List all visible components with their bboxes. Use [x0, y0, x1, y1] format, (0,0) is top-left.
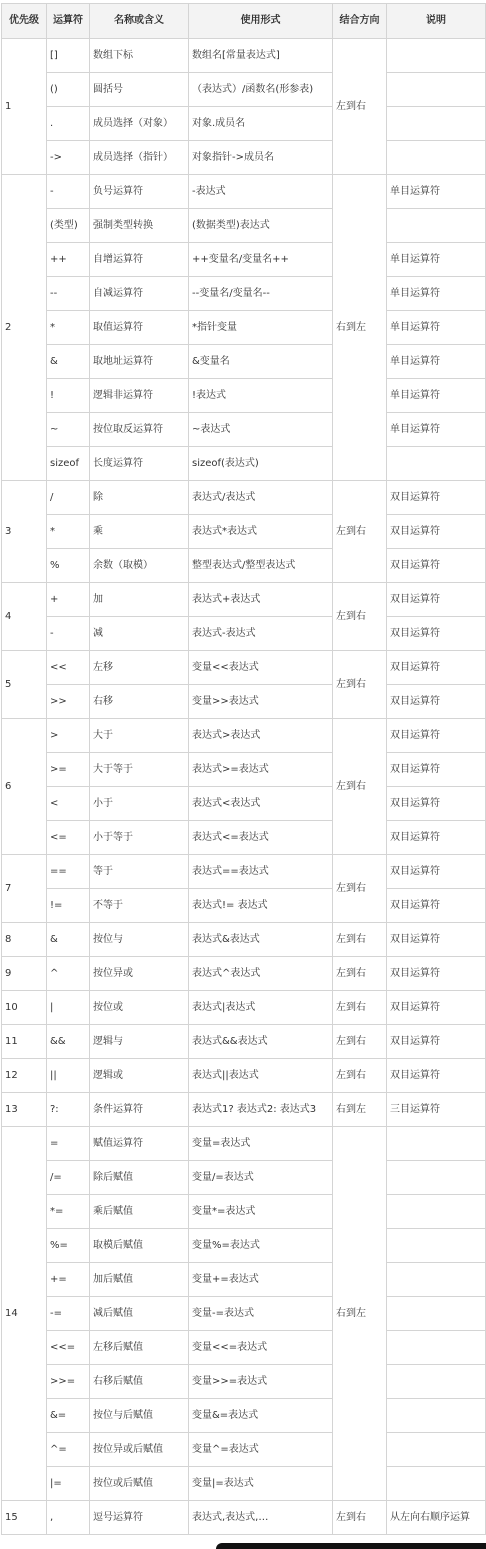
usage-cell: 变量=表达式	[189, 1127, 333, 1161]
note-cell	[387, 141, 486, 175]
usage-cell: 变量|=表达式	[189, 1467, 333, 1501]
note-cell	[387, 1297, 486, 1331]
note-cell	[387, 1195, 486, 1229]
name-cell: 逻辑与	[90, 1025, 189, 1059]
operator-cell: >>=	[47, 1365, 90, 1399]
header-name: 名称或含义	[90, 4, 189, 39]
name-cell: 成员选择（对象）	[90, 107, 189, 141]
operator-cell: ||	[47, 1059, 90, 1093]
operator-cell: &	[47, 345, 90, 379]
name-cell: 加	[90, 583, 189, 617]
name-cell: 左移后赋值	[90, 1331, 189, 1365]
priority-cell: 1	[2, 39, 47, 175]
table-row	[2, 515, 486, 549]
usage-cell: ~表达式	[189, 413, 333, 447]
note-cell	[387, 1467, 486, 1501]
operator-cell: |=	[47, 1467, 90, 1501]
note-cell	[387, 1399, 486, 1433]
usage-cell: 表达式/表达式	[189, 481, 333, 515]
table-row	[2, 685, 486, 719]
table-row	[2, 73, 486, 107]
table-row	[2, 1297, 486, 1331]
name-cell: 大于等于	[90, 753, 189, 787]
name-cell: 余数（取模）	[90, 549, 189, 583]
priority-cell: 12	[2, 1059, 47, 1093]
usage-cell: 数组名[常量表达式]	[189, 39, 333, 73]
table-row	[2, 345, 486, 379]
associativity-cell: 右到左	[333, 1093, 387, 1127]
usage-cell: 表达式>=表达式	[189, 753, 333, 787]
table-row	[2, 1059, 486, 1093]
note-cell	[387, 447, 486, 481]
operator-cell: ^=	[47, 1433, 90, 1467]
priority-cell: 11	[2, 1025, 47, 1059]
operator-cell: ++	[47, 243, 90, 277]
table-row	[2, 583, 486, 617]
table-row	[2, 1195, 486, 1229]
operator-cell: []	[47, 39, 90, 73]
name-cell: 右移	[90, 685, 189, 719]
operator-cell: ==	[47, 855, 90, 889]
usage-cell: *指针变量	[189, 311, 333, 345]
usage-cell: --变量名/变量名--	[189, 277, 333, 311]
table-row	[2, 787, 486, 821]
table-row	[2, 39, 486, 73]
priority-cell: 13	[2, 1093, 47, 1127]
usage-cell: 表达式&&表达式	[189, 1025, 333, 1059]
operator-cell: /=	[47, 1161, 90, 1195]
operator-cell: -	[47, 617, 90, 651]
name-cell: 强制类型转换	[90, 209, 189, 243]
operator-cell: &	[47, 923, 90, 957]
priority-cell: 9	[2, 957, 47, 991]
name-cell: 按位或后赋值	[90, 1467, 189, 1501]
usage-cell: 表达式<=表达式	[189, 821, 333, 855]
associativity-cell: 左到右	[333, 957, 387, 991]
associativity-cell: 左到右	[333, 991, 387, 1025]
table-row	[2, 175, 486, 209]
note-cell: 单目运算符	[387, 413, 486, 447]
usage-cell: 变量-=表达式	[189, 1297, 333, 1331]
name-cell: 逗号运算符	[90, 1501, 189, 1535]
operator-cell: /	[47, 481, 90, 515]
note-cell: 双目运算符	[387, 923, 486, 957]
usage-cell: 变量>>表达式	[189, 685, 333, 719]
table-row	[2, 209, 486, 243]
table-row	[2, 549, 486, 583]
note-cell	[387, 107, 486, 141]
table-row	[2, 1433, 486, 1467]
name-cell: 不等于	[90, 889, 189, 923]
header-operator: 运算符	[47, 4, 90, 39]
name-cell: 右移后赋值	[90, 1365, 189, 1399]
operator-cell: &&	[47, 1025, 90, 1059]
usage-cell: 对象指针->成员名	[189, 141, 333, 175]
operator-cell: -=	[47, 1297, 90, 1331]
usage-cell: 表达式+表达式	[189, 583, 333, 617]
operator-cell: .	[47, 107, 90, 141]
associativity-cell: 左到右	[333, 855, 387, 923]
name-cell: 等于	[90, 855, 189, 889]
operator-cell: %	[47, 549, 90, 583]
usage-cell: 表达式*表达式	[189, 515, 333, 549]
associativity-cell: 右到左	[333, 175, 387, 481]
usage-cell: 变量^=表达式	[189, 1433, 333, 1467]
table-row	[2, 1025, 486, 1059]
table-row	[2, 311, 486, 345]
priority-cell: 5	[2, 651, 47, 719]
note-cell: 双目运算符	[387, 855, 486, 889]
name-cell: 数组下标	[90, 39, 189, 73]
screen-corner-overlay	[216, 1543, 486, 1549]
priority-cell: 4	[2, 583, 47, 651]
name-cell: 成员选择（指针）	[90, 141, 189, 175]
note-cell: 双目运算符	[387, 753, 486, 787]
operator-cell: ^	[47, 957, 90, 991]
operator-cell: -	[47, 175, 90, 209]
operator-cell: ?:	[47, 1093, 90, 1127]
note-cell: 双目运算符	[387, 719, 486, 753]
operator-cell: +	[47, 583, 90, 617]
note-cell: 从左向右顺序运算	[387, 1501, 486, 1535]
header-row	[2, 4, 486, 39]
table-row	[2, 1365, 486, 1399]
usage-cell: 变量*=表达式	[189, 1195, 333, 1229]
header-note: 说明	[387, 4, 486, 39]
table-row	[2, 1161, 486, 1195]
note-cell: 双目运算符	[387, 787, 486, 821]
note-cell: 单目运算符	[387, 345, 486, 379]
usage-cell: 变量+=表达式	[189, 1263, 333, 1297]
operator-cell: *	[47, 515, 90, 549]
note-cell	[387, 1263, 486, 1297]
table-row	[2, 277, 486, 311]
note-cell: 单目运算符	[387, 277, 486, 311]
operator-cell: !=	[47, 889, 90, 923]
note-cell: 单目运算符	[387, 243, 486, 277]
usage-cell: 对象.成员名	[189, 107, 333, 141]
name-cell: 减后赋值	[90, 1297, 189, 1331]
table-row	[2, 1467, 486, 1501]
name-cell: 加后赋值	[90, 1263, 189, 1297]
priority-cell: 14	[2, 1127, 47, 1501]
table-row	[2, 481, 486, 515]
name-cell: 除	[90, 481, 189, 515]
operator-cell: |	[47, 991, 90, 1025]
operator-cell: <=	[47, 821, 90, 855]
operator-cell: ,	[47, 1501, 90, 1535]
name-cell: 负号运算符	[90, 175, 189, 209]
note-cell: 双目运算符	[387, 617, 486, 651]
operator-precedence-table	[1, 3, 486, 1535]
operator-cell: *=	[47, 1195, 90, 1229]
name-cell: 按位与	[90, 923, 189, 957]
operator-cell: %=	[47, 1229, 90, 1263]
usage-cell: &变量名	[189, 345, 333, 379]
note-cell	[387, 1331, 486, 1365]
name-cell: 取地址运算符	[90, 345, 189, 379]
note-cell: 单目运算符	[387, 379, 486, 413]
operator-cell: =	[47, 1127, 90, 1161]
note-cell: 双目运算符	[387, 821, 486, 855]
table-row	[2, 1229, 486, 1263]
note-cell: 双目运算符	[387, 685, 486, 719]
operator-cell: <<	[47, 651, 90, 685]
header-associativity: 结合方向	[333, 4, 387, 39]
usage-cell: 表达式|表达式	[189, 991, 333, 1025]
usage-cell: （表达式）/函数名(形参表)	[189, 73, 333, 107]
operator-cell: sizeof	[47, 447, 90, 481]
note-cell	[387, 1161, 486, 1195]
table-row	[2, 651, 486, 685]
usage-cell: !表达式	[189, 379, 333, 413]
operator-cell: --	[47, 277, 90, 311]
name-cell: 逻辑或	[90, 1059, 189, 1093]
priority-cell: 8	[2, 923, 47, 957]
table-row	[2, 617, 486, 651]
associativity-cell: 左到右	[333, 651, 387, 719]
name-cell: 赋值运算符	[90, 1127, 189, 1161]
associativity-cell: 左到右	[333, 583, 387, 651]
note-cell: 单目运算符	[387, 311, 486, 345]
name-cell: 按位异或	[90, 957, 189, 991]
operator-cell: >=	[47, 753, 90, 787]
associativity-cell: 左到右	[333, 1501, 387, 1535]
associativity-cell: 右到左	[333, 1127, 387, 1501]
header-priority: 优先级	[2, 4, 47, 39]
name-cell: 小于	[90, 787, 189, 821]
table-row	[2, 243, 486, 277]
note-cell	[387, 1229, 486, 1263]
usage-cell: 表达式&表达式	[189, 923, 333, 957]
operator-cell: <	[47, 787, 90, 821]
usage-cell: 变量<<表达式	[189, 651, 333, 685]
usage-cell: (数据类型)表达式	[189, 209, 333, 243]
note-cell	[387, 73, 486, 107]
table-row	[2, 1399, 486, 1433]
name-cell: 长度运算符	[90, 447, 189, 481]
note-cell: 双目运算符	[387, 481, 486, 515]
table-row	[2, 1263, 486, 1297]
note-cell: 单目运算符	[387, 175, 486, 209]
table-row	[2, 141, 486, 175]
associativity-cell: 左到右	[333, 39, 387, 175]
operator-cell: >	[47, 719, 90, 753]
priority-cell: 10	[2, 991, 47, 1025]
table-row	[2, 719, 486, 753]
table-row	[2, 107, 486, 141]
usage-cell: 变量%=表达式	[189, 1229, 333, 1263]
note-cell: 双目运算符	[387, 549, 486, 583]
note-cell	[387, 39, 486, 73]
note-cell: 双目运算符	[387, 583, 486, 617]
usage-cell: -表达式	[189, 175, 333, 209]
table-row	[2, 957, 486, 991]
name-cell: 按位异或后赋值	[90, 1433, 189, 1467]
name-cell: 取模后赋值	[90, 1229, 189, 1263]
name-cell: 逻辑非运算符	[90, 379, 189, 413]
note-cell: 双目运算符	[387, 515, 486, 549]
name-cell: 大于	[90, 719, 189, 753]
name-cell: 乘	[90, 515, 189, 549]
name-cell: 小于等于	[90, 821, 189, 855]
name-cell: 按位与后赋值	[90, 1399, 189, 1433]
priority-cell: 2	[2, 175, 47, 481]
name-cell: 自减运算符	[90, 277, 189, 311]
note-cell: 双目运算符	[387, 651, 486, 685]
table-row	[2, 1501, 486, 1535]
note-cell	[387, 209, 486, 243]
name-cell: 取值运算符	[90, 311, 189, 345]
associativity-cell: 左到右	[333, 1025, 387, 1059]
note-cell: 双目运算符	[387, 991, 486, 1025]
name-cell: 除后赋值	[90, 1161, 189, 1195]
table-row	[2, 447, 486, 481]
table-row	[2, 413, 486, 447]
usage-cell: 表达式!= 表达式	[189, 889, 333, 923]
usage-cell: 表达式>表达式	[189, 719, 333, 753]
table-row	[2, 379, 486, 413]
name-cell: 条件运算符	[90, 1093, 189, 1127]
name-cell: 乘后赋值	[90, 1195, 189, 1229]
table-row	[2, 923, 486, 957]
usage-cell: 变量&=表达式	[189, 1399, 333, 1433]
usage-cell: 整型表达式/整型表达式	[189, 549, 333, 583]
note-cell: 双目运算符	[387, 1059, 486, 1093]
name-cell: 减	[90, 617, 189, 651]
operator-cell: (类型)	[47, 209, 90, 243]
operator-cell: !	[47, 379, 90, 413]
priority-cell: 7	[2, 855, 47, 923]
note-cell	[387, 1365, 486, 1399]
table-row	[2, 991, 486, 1025]
note-cell: 双目运算符	[387, 957, 486, 991]
table-row	[2, 1331, 486, 1365]
operator-cell: ->	[47, 141, 90, 175]
operator-cell: ~	[47, 413, 90, 447]
name-cell: 左移	[90, 651, 189, 685]
operator-cell: +=	[47, 1263, 90, 1297]
usage-cell: ++变量名/变量名++	[189, 243, 333, 277]
priority-cell: 3	[2, 481, 47, 583]
table-row	[2, 889, 486, 923]
note-cell: 三目运算符	[387, 1093, 486, 1127]
usage-cell: 表达式||表达式	[189, 1059, 333, 1093]
operator-cell: *	[47, 311, 90, 345]
note-cell	[387, 1433, 486, 1467]
operator-cell: >>	[47, 685, 90, 719]
table-row	[2, 1127, 486, 1161]
associativity-cell: 左到右	[333, 923, 387, 957]
usage-cell: 表达式<表达式	[189, 787, 333, 821]
usage-cell: 表达式^表达式	[189, 957, 333, 991]
table-body	[2, 39, 486, 1535]
table-row	[2, 753, 486, 787]
usage-cell: 变量/=表达式	[189, 1161, 333, 1195]
table-row	[2, 821, 486, 855]
name-cell: 按位或	[90, 991, 189, 1025]
usage-cell: 表达式1? 表达式2: 表达式3	[189, 1093, 333, 1127]
name-cell: 按位取反运算符	[90, 413, 189, 447]
operator-cell: ()	[47, 73, 90, 107]
usage-cell: sizeof(表达式)	[189, 447, 333, 481]
associativity-cell: 左到右	[333, 719, 387, 855]
note-cell: 双目运算符	[387, 889, 486, 923]
header-usage: 使用形式	[189, 4, 333, 39]
table-row	[2, 1093, 486, 1127]
priority-cell: 6	[2, 719, 47, 855]
usage-cell: 表达式-表达式	[189, 617, 333, 651]
associativity-cell: 左到右	[333, 1059, 387, 1093]
note-cell	[387, 1127, 486, 1161]
name-cell: 圆括号	[90, 73, 189, 107]
usage-cell: 变量<<=表达式	[189, 1331, 333, 1365]
associativity-cell: 左到右	[333, 481, 387, 583]
table-row	[2, 855, 486, 889]
operator-cell: &=	[47, 1399, 90, 1433]
usage-cell: 表达式,表达式,…	[189, 1501, 333, 1535]
note-cell: 双目运算符	[387, 1025, 486, 1059]
name-cell: 自增运算符	[90, 243, 189, 277]
usage-cell: 变量>>=表达式	[189, 1365, 333, 1399]
operator-cell: <<=	[47, 1331, 90, 1365]
usage-cell: 表达式==表达式	[189, 855, 333, 889]
priority-cell: 15	[2, 1501, 47, 1535]
